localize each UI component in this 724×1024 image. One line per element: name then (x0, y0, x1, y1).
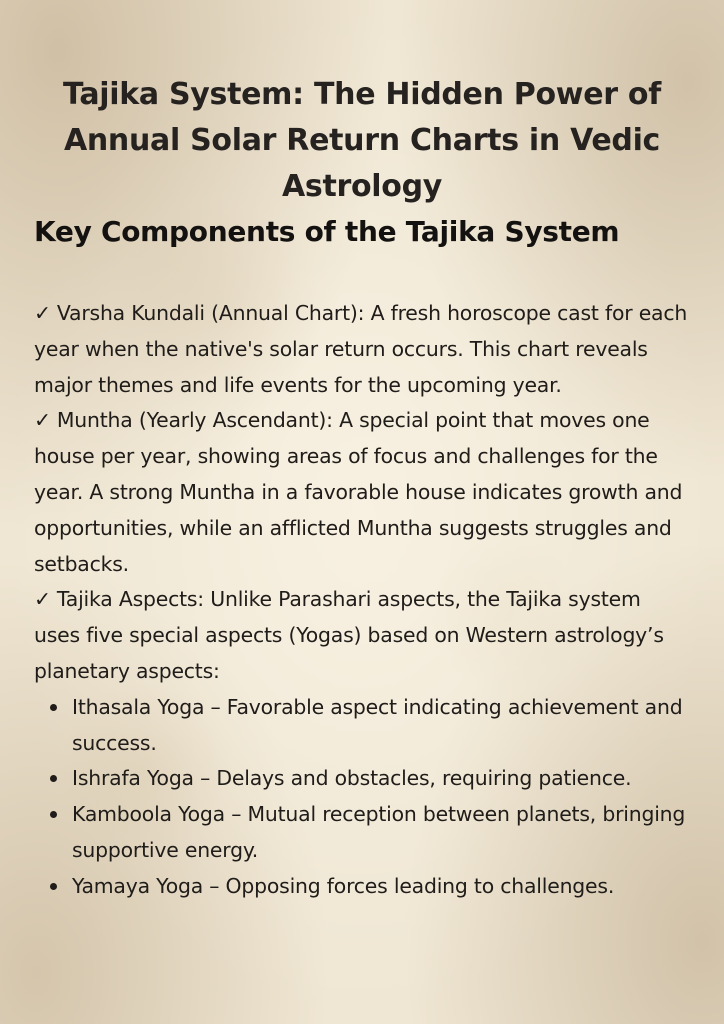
bullet-icon (50, 811, 57, 818)
list-item-yamaya-yoga (72, 869, 690, 905)
list-item-ishrafa-yoga (72, 761, 690, 797)
component-muntha (34, 403, 690, 582)
check-icon: ✓ (34, 587, 51, 612)
component-tajika-aspects (34, 582, 690, 689)
page-title: Tajika System: The Hidden Power of Annual Solar Return Charts in Vedic Astrology (63, 77, 661, 204)
bullet-icon (50, 883, 57, 890)
list-item-text: Ithasala Yoga – Favorable aspect indicating achievement and success. (72, 694, 683, 755)
content-body (34, 296, 690, 905)
component-text: Muntha (Yearly Ascendant): A special point that moves one house per year, showing areas of focus and challenges for the year. A strong Muntha in a favorable house indicates growth and opportunities, while an afflicted Muntha suggests struggles and setbacks. (34, 408, 683, 576)
component-varsha-kundali (34, 296, 690, 403)
bullet-icon (50, 704, 57, 711)
bullet-icon (50, 775, 57, 782)
component-text: Tajika Aspects: Unlike Parashari aspects, the Tajika system uses five special aspects (Yogas) based on Western astrology’s planetary aspects: (34, 587, 664, 683)
list-item-text: Ishrafa Yoga – Delays and obstacles, requiring patience. (72, 766, 632, 791)
check-icon: ✓ (34, 408, 51, 433)
yoga-list (34, 690, 690, 905)
check-icon: ✓ (34, 301, 51, 325)
list-item-kamboola-yoga (72, 797, 690, 869)
section-heading: Key Components of the Tajika System (34, 215, 620, 248)
list-item-ithasala-yoga (72, 690, 690, 762)
list-item-text: Kamboola Yoga – Mutual reception between planets, bringing supportive energy. (72, 802, 686, 862)
list-item-text: Yamaya Yoga – Opposing forces leading to challenges. (72, 873, 615, 898)
component-text: Varsha Kundali (Annual Chart): A fresh horoscope cast for each year when the native's solar return occurs. This chart reveals major themes and life events for the upcoming year. (34, 301, 688, 397)
